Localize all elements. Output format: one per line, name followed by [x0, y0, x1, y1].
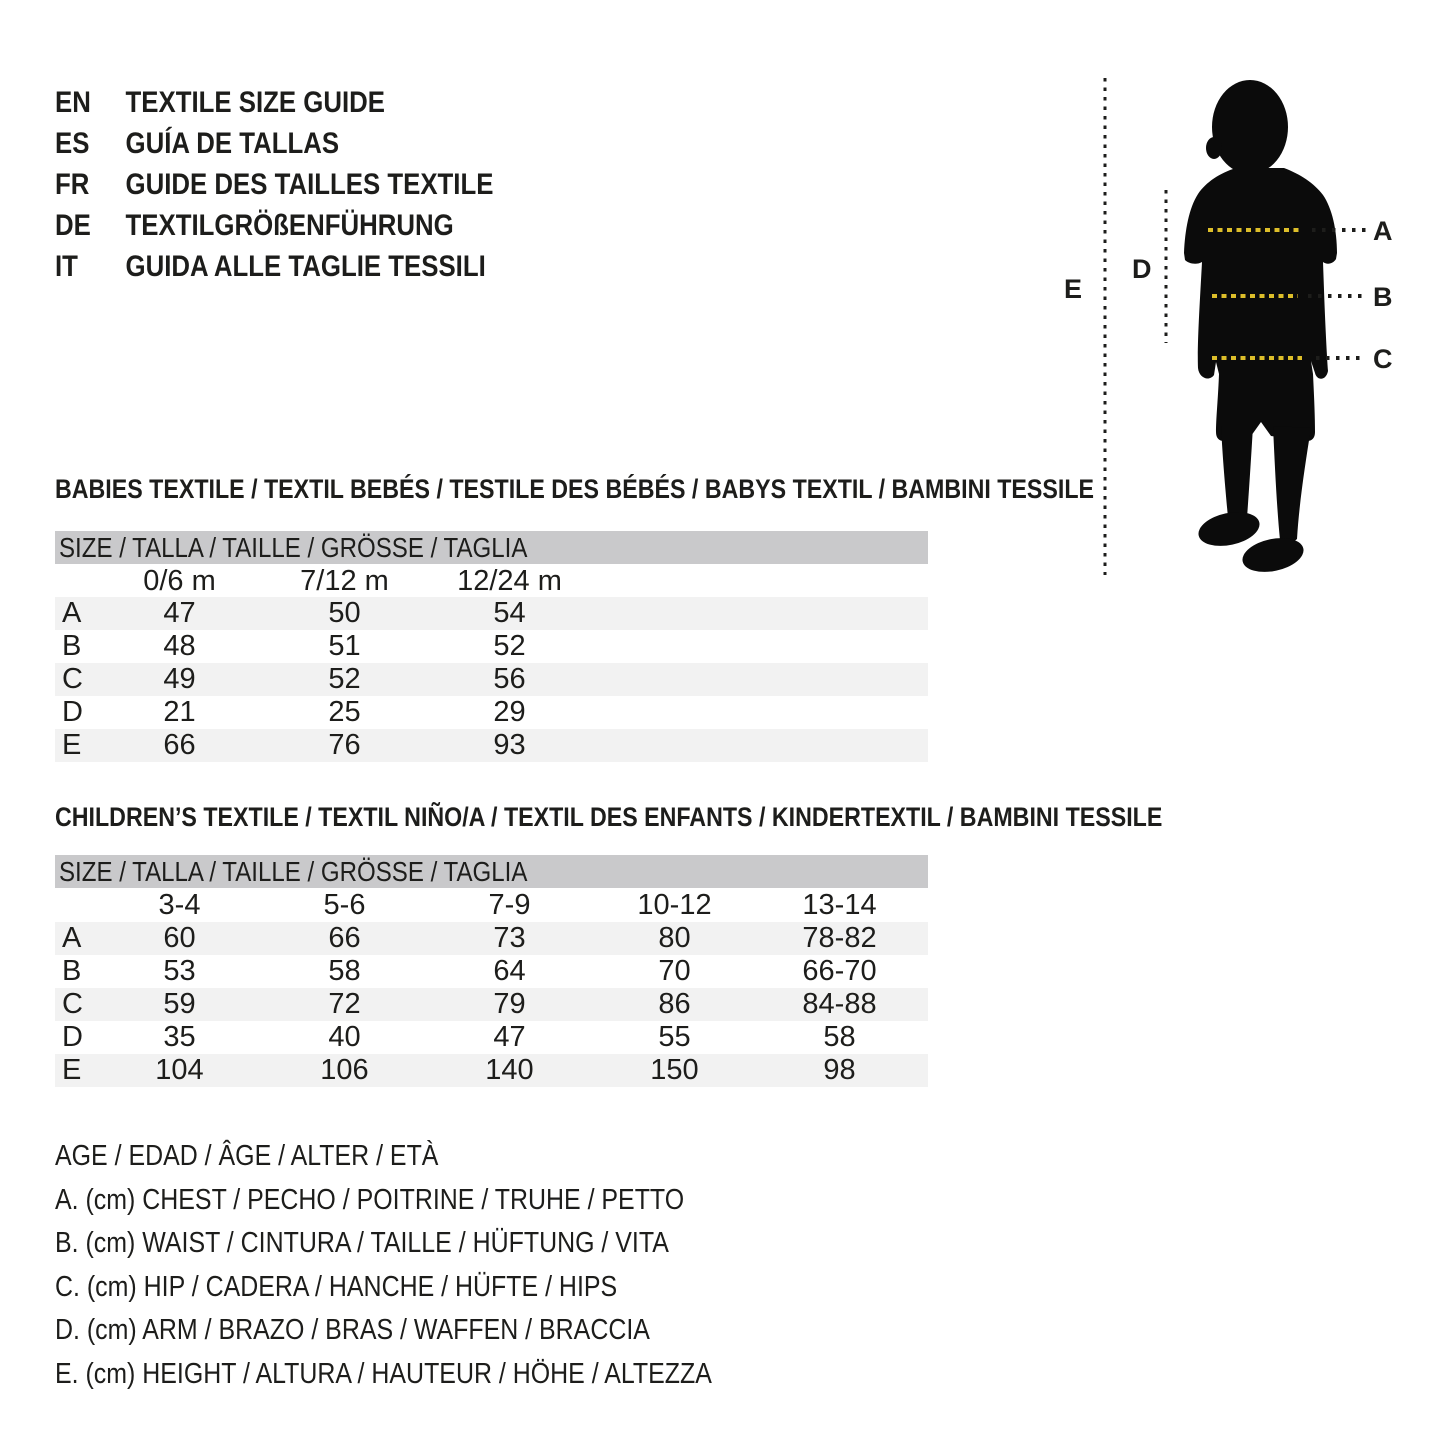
- language-code-de: DE: [55, 208, 91, 242]
- row-label: C: [62, 663, 83, 695]
- children-col-1: 5-6: [323, 888, 366, 921]
- children-row-a: A 60 66 73 80 78-82: [55, 922, 928, 955]
- babies-col-1: 7/12 m: [300, 564, 389, 597]
- language-row-de: [55, 205, 493, 246]
- babies-row-a: A 47 50 54: [55, 597, 928, 630]
- children-row-d: D 35 40 47 55 58: [55, 1021, 928, 1054]
- babies-column-header-row: [55, 564, 928, 598]
- label-b: B: [1373, 282, 1393, 312]
- row-label: B: [62, 955, 82, 987]
- babies-row-e: E 66 76 93: [55, 729, 928, 762]
- silhouette-right-leg: [1273, 426, 1311, 543]
- babies-section-title: BABIES TEXTILE / TEXTIL BEBÉS / TESTILE DES BÉBÉS / BABYS TEXTIL / BAMBINI TESSILE: [55, 474, 1095, 504]
- label-c: C: [1373, 344, 1393, 374]
- language-title-es: GUÍA DE TALLAS: [125, 126, 340, 160]
- children-col-4: 13-14: [802, 888, 877, 921]
- row-label: E: [62, 1054, 82, 1086]
- measurement-legend: [55, 1135, 712, 1396]
- legend-waist: B. (cm) WAIST / CINTURA / TAILLE / HÜFTUNG / VITA: [55, 1227, 669, 1259]
- legend-hip: C. (cm) HIP / CADERA / HANCHE / HÜFTE / HIPS: [55, 1270, 618, 1303]
- silhouette-torso: [1184, 168, 1337, 441]
- children-col-3: 10-12: [637, 888, 712, 921]
- label-e: E: [1064, 274, 1083, 304]
- children-row-e: E 104 106 140 150 98: [55, 1054, 928, 1087]
- babies-row-c: C 49 52 56: [55, 663, 928, 696]
- silhouette-left-shoe: [1195, 507, 1262, 551]
- row-label: A: [62, 597, 82, 629]
- legend-arm: D. (cm) ARM / BRAZO / BRAS / WAFFEN / BRACCIA: [55, 1314, 650, 1346]
- row-label: D: [62, 696, 83, 728]
- language-title-block: [55, 82, 493, 287]
- child-silhouette-figure: [1060, 70, 1410, 585]
- language-title-de: TEXTILGRÖßENFÜHRUNG: [125, 208, 454, 242]
- babies-col-2: 12/24 m: [457, 564, 562, 597]
- language-title-fr: GUIDE DES TAILLES TEXTILE: [125, 167, 494, 201]
- language-code-es: ES: [55, 126, 90, 160]
- row-label: E: [62, 729, 82, 761]
- babies-row-d: D 21 25 29: [55, 696, 928, 729]
- babies-col-0: 0/6 m: [143, 564, 216, 597]
- children-col-0: 3-4: [158, 888, 201, 921]
- babies-row-b: B 48 51 52: [55, 630, 928, 663]
- label-d: D: [1132, 254, 1152, 284]
- silhouette-ear: [1206, 137, 1222, 159]
- language-row-es: [55, 123, 493, 164]
- row-label: C: [62, 988, 83, 1020]
- label-a: A: [1373, 216, 1393, 246]
- row-label: B: [62, 630, 82, 662]
- language-row-fr: [55, 164, 493, 205]
- children-section-title: CHILDREN’S TEXTILE / TEXTIL NIÑO/A / TEXTIL DES ENFANTS / KINDERTEXTIL / BAMBINI TESSILE: [55, 802, 1163, 832]
- legend-chest: A. (cm) CHEST / PECHO / POITRINE / TRUHE / PETTO: [55, 1183, 685, 1216]
- row-label: D: [62, 1021, 83, 1053]
- language-row-it: [55, 246, 493, 287]
- language-code-en: EN: [55, 85, 91, 119]
- language-code-fr: FR: [55, 167, 90, 201]
- row-label: A: [62, 922, 82, 954]
- legend-height: E. (cm) HEIGHT / ALTURA / HAUTEUR / HÖHE / ALTEZZA: [55, 1357, 712, 1390]
- children-row-b: B 53 58 64 70 66-70: [55, 955, 928, 988]
- language-row-en: [55, 82, 493, 123]
- babies-size-header-bar: SIZE / TALLA / TAILLE / GRÖSSE / TAGLIA: [55, 531, 928, 564]
- children-size-header-bar: SIZE / TALLA / TAILLE / GRÖSSE / TAGLIA: [55, 855, 928, 888]
- children-column-header-row: [55, 888, 928, 922]
- silhouette-right-shoe: [1239, 533, 1306, 577]
- children-col-2: 7-9: [488, 888, 531, 921]
- children-row-c: C 59 72 79 86 84-88: [55, 988, 928, 1021]
- legend-age: AGE / EDAD / ÂGE / ALTER / ETÀ: [55, 1140, 439, 1172]
- language-title-en: TEXTILE SIZE GUIDE: [125, 85, 385, 119]
- language-title-it: GUIDA ALLE TAGLIE TESSILI: [125, 249, 486, 283]
- language-code-it: IT: [55, 249, 78, 283]
